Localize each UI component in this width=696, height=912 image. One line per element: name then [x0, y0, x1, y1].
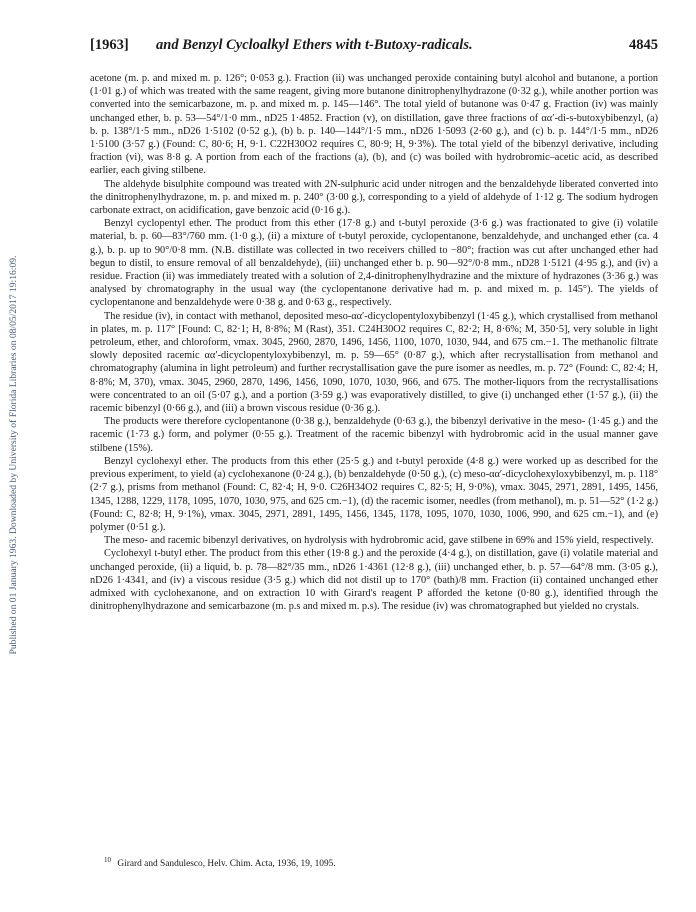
paragraph-products: The products were therefore cyclopentanone (0·38 g.), benzaldehyde (0·63 g.), the bibenzyl derivative in the meso- (1·45 g.) and the racemic (1·73 g.) form, and polymer (0·55 g.). Treatment of the racemic bibenzyl with hydrobromic acid in the usual manner gave stilbene (15%).	[90, 416, 658, 454]
footnote-text: Girard and Sandulesco, Helv. Chim. Acta, 1936, 19, 1095.	[117, 859, 336, 870]
paragraph-residue: The residue (iv), in contact with methanol, deposited meso-αα′-dicyclopentyloxybibenzyl (1·45 g.), which crystallised from methanol in plates, m. p. 117° [Found: C, 82·1; H, 8·8%; M (Rast), 351. C24H30O2 requires C, 82·2; H, 8·6%; M, 350·5], very soluble in light petroleum, ether, and chloroform, νmax. 3045, 2960, 2870, 1496, 1456, 1100, 1070, 1030, 944, and 675 cm.−1. The methanolic filtrate slowly deposited racemic αα′-dicyclopentyloxybibenzyl, m. p. 59—65° (0·87 g.), which after recrystallisation from methanol and chromatography (alumina in light petroleum) and further recrystallisation gave the pure isomer as needles, m. p. 72° (Found: C, 82·4; H, 8·8%; M, 370), νmax. 3045, 2960, 2870, 1496, 1456, 1090, 1070, 1030, 966, and 675. The mother-liquors from the recrystallisations were concentrated to an oil (5·07 g.), and a portion (3·59 g.) was evaporatively distilled, to give (i) unchanged ether (1·57 g.), (ii) the racemic bibenzyl (0·66 g.), and (iii) a brown viscous residue (0·36 g.).	[90, 310, 658, 415]
footnote	[104, 854, 644, 870]
article-body	[90, 72, 658, 613]
download-watermark	[6, 30, 22, 880]
paragraph-hydrolysis: The meso- and racemic bibenzyl derivatives, on hydrolysis with hydrobromic acid, gave stilbene in 69% and 15% yield, respectively.	[104, 535, 654, 547]
paragraph-benzyl-cyclopentyl-ether: Benzyl cyclopentyl ether. The product from this ether (17·8 g.) and t-butyl peroxide (3·6 g.) was fractionated to give (i) volatile material, b. p. 60—83°/760 mm. (1·0 g.), (ii) a mixture of t-butyl peroxide, cyclopentanone, benzaldehyde, and unchanged ether (ca. 4 g.), b. p. up to 90°/0·8 mm. (N.B. distillate was collected in two receivers chilled to −80°; fraction was cut after unchanged ether had begun to distil, to ensure removal of all benzaldehyde), (iii) unchanged ether b. p. 90—92°/0·8 mm., nD28 1·5121 (4·95 g.), and (iv) a residue. Fraction (ii) was immediately treated with a solution of 2,4-dinitrophenylhydrazine and the mixture of hydrazones (3·36 g.) was analysed by chromatography in the usual way (the cyclopentanone derivative had m. p. and mixed m. p. 145°). The yields of cyclopentanone and benzaldehyde were 0·38 g. and 0·63 g., respectively.	[90, 218, 658, 309]
running-header	[90, 37, 658, 59]
page-number: 4845	[629, 37, 658, 53]
paragraph-butanone: acetone (m. p. and mixed m. p. 126°; 0·053 g.). Fraction (ii) was unchanged peroxide containing butyl alcohol and butanone, a portion (1·01 g.) of which was treated with the same reagent, giving more butanone dinitrophenylhydrazone (0·32 g.), while another portion was converted into the semicarbazone, m. p. and mixed m. p. 145—146°. The total yield of butanone was 0·47 g. Fraction (iv) was mainly unchanged ether, b. p. 53—54°/1·0 mm., nD25 1·4852. Fraction (v), on distillation, gave three fractions of αα′-di-s-butoxybibenzyl, (a) b. p. 138°/1·5 mm., nD26 1·5102 (0·52 g.), (b) b. p. 140—144°/1·5 mm., nD26 1·5093 (2·60 g.), and (c) b. p. 144°/1·5 mm., nD26 1·5100 (3·57 g.) (Found: C, 80·6; H, 9·1. C22H30O2 requires C, 80·9; H, 9·3%). The total yield of the bibenzyl derivative, including fraction (vi), was 8·8 g. A portion from each of the fractions (a), (b), and (c) was boiled with hydrobromic–acetic acid, as described earlier, each giving stilbene.	[90, 73, 658, 177]
footnote-mark: 10	[104, 856, 111, 864]
paragraph-aldehyde-bisulphite: The aldehyde bisulphite compound was treated with 2N-sulphuric acid under nitrogen and the benzaldehyde liberated converted into the dinitrophenylhydrazone, m. p. and mixed m. p. 240° (3·00 g.), corresponding to a yield of aldehyde of 1·12 g. The sodium hydrogen carbonate extract, on acidification, gave benzoic acid (0·16 g.).	[90, 178, 658, 217]
paragraph-benzyl-cyclohexyl-ether: Benzyl cyclohexyl ether. The products from this ether (25·5 g.) and t-butyl peroxide (4·8 g.) were worked up as described for the previous experiment, to yield (a) cyclohexanone (0·24 g.), (b) benzaldehyde (0·50 g.), (c) meso-αα′-dicyclohexyloxybibenzyl, m. p. 118° (2·7 g.), prisms from methanol (Found: C, 82·4; H, 9·0. C26H34O2 requires C, 82·5; H, 9·0%), νmax. 3045, 2971, 2891, 1495, 1456, 1345, 1288, 1229, 1178, 1095, 1070, 1030, 975, and 625 cm.−1), (d) the racemic isomer, needles (from methanol), m. p. 51—52° (1·2 g.) (Found: C, 82·8; H, 9·1%), νmax. 3045, 2971, 2891, 1495, 1456, 1345, 1178, 1095, 1070, 1030, 1006, 990, and 625 cm.−1), and (e) polymer (0·51 g.).	[90, 455, 658, 533]
header-title: and Benzyl Cycloalkyl Ethers with t-Butoxy-radicals.	[156, 37, 473, 53]
header-year: [1963]	[90, 37, 129, 53]
download-watermark-text: Published on 01 January 1963. Downloaded by University of Florida Libraries on 08/05/2017 19:16:09.	[8, 255, 19, 655]
paragraph-cyclohexyl-t-butyl-ether: Cyclohexyl t-butyl ether. The product from this ether (19·8 g.) and the peroxide (4·4 g.), on distillation, gave (i) volatile material and unchanged peroxide, (ii) a liquid, b. p. 78—82°/35 mm., nD26 1·4361 (12·8 g.), (iii) unchanged ether, b. p. 57—64°/8 mm. (3·05 g.), nD26 1·4341, and (iv) a viscous residue (3·5 g.) which did not distil up to 170° (bath)/8 mm. Fraction (ii) contained unchanged ether admixed with cyclohexanone, and on extraction 10 with Girard's reagent P afforded the ketone (0·80 g.), identified through the dinitrophenylhydrazone and semicarbazone (m. p.s and mixed m. p.s). The residue (iv) was chromatographed but yielded no crystals.	[90, 548, 658, 613]
